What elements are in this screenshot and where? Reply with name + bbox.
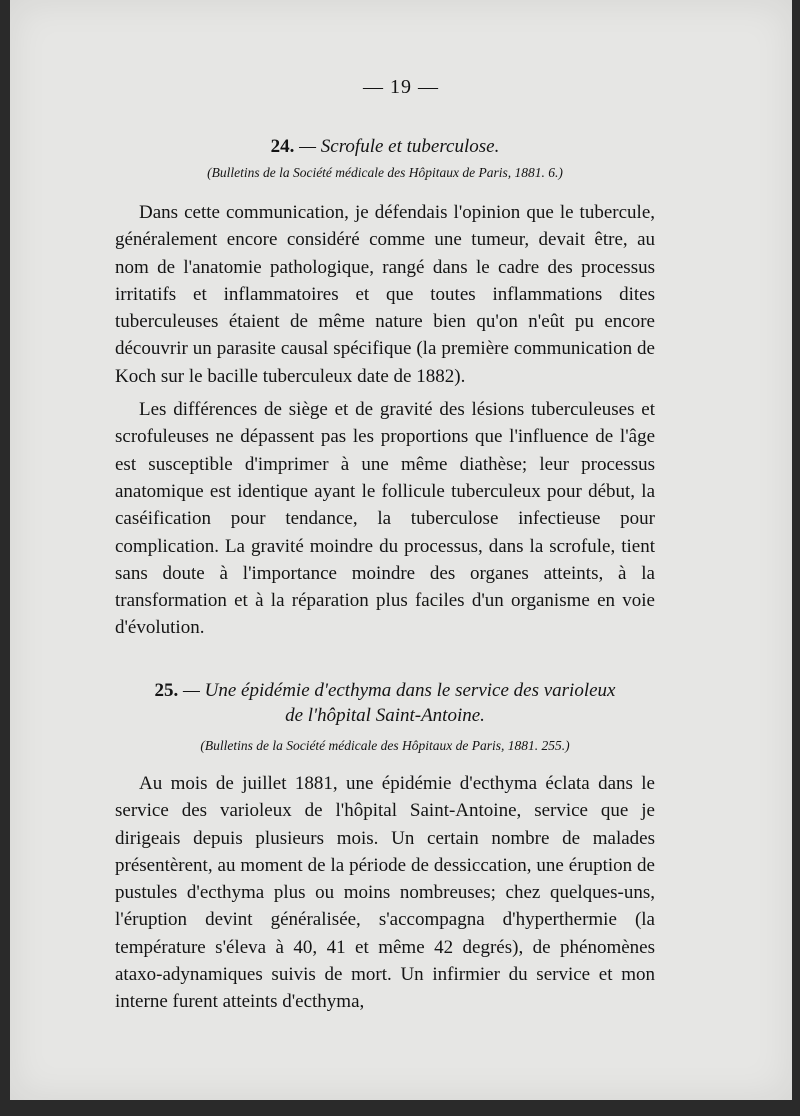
- book-page: [10, 0, 792, 1100]
- page-number: — 19 —: [363, 76, 439, 98]
- section-body: [115, 770, 655, 1016]
- section-heading-line-2: de l'hôpital Saint-Antoine.: [285, 705, 485, 726]
- section-source: (Bulletins de la Société médicale des Hôpitaux de Paris, 1881. 6.): [207, 165, 563, 180]
- section-title: [115, 678, 655, 728]
- paragraph: Au mois de juillet 1881, une épidémie d'ecthyma éclata dans le service des varioleux de l'hôpital Saint-Antoine, service que je dirigeais depuis plusieurs mois. Un certain nombre de malades présentèrent, au moment de la période de dessiccation, une éruption de pustules d'ecthyma plus ou moins nombreuses; chez quelques-uns, l'éruption devint généralisée, s'accompagna d'hyperthermie (la température s'éleva à 40, 41 et même 42 degrés), de phénomènes ataxo-adynamiques suivis de mort. Un infirmier du service et mon interne furent atteints d'ecthyma,: [115, 773, 655, 1013]
- section-number: 25.: [154, 680, 179, 701]
- section-body: [115, 199, 655, 642]
- section-25: [115, 678, 655, 1016]
- section-number: 24.: [270, 136, 295, 157]
- section-24: [115, 134, 655, 642]
- section-title: [115, 134, 655, 159]
- section-heading: — Scrofule et tuberculose.: [299, 136, 500, 157]
- section-source: (Bulletins de la Société médicale des Hôpitaux de Paris, 1881. 255.): [200, 738, 570, 753]
- section-heading-line-1: — Une épidémie d'ecthyma dans le service des varioleux: [183, 680, 616, 701]
- paragraph: Les différences de siège et de gravité des lésions tuberculeuses et scrofuleuses ne dépassent pas les proportions que l'influence de l'âge est susceptible d'imprimer à une même diathèse; leur processus anatomique est identique ayant le follicule tuberculeux pour début, la caséification pour tendance, la tuberculose infectieuse pour complication. La gravité moindre du processus, dans la scrofule, tient sans doute à l'importance moindre des organes atteints, à la transformation et à la réparation plus faciles d'un organisme en voie d'évolution.: [115, 399, 655, 639]
- paragraph: Dans cette communication, je défendais l'opinion que le tubercule, généralement encore considéré comme une tumeur, devait être, au nom de l'anatomie pathologique, rangé dans le cadre des processus irritatifs et inflammatoires et que toutes inflammations dites tuberculeuses étaient de même nature bien qu'on n'eût pu encore découvrir un parasite causal spécifique (la première communication de Koch sur le bacille tuberculeux date de 1882).: [115, 202, 655, 387]
